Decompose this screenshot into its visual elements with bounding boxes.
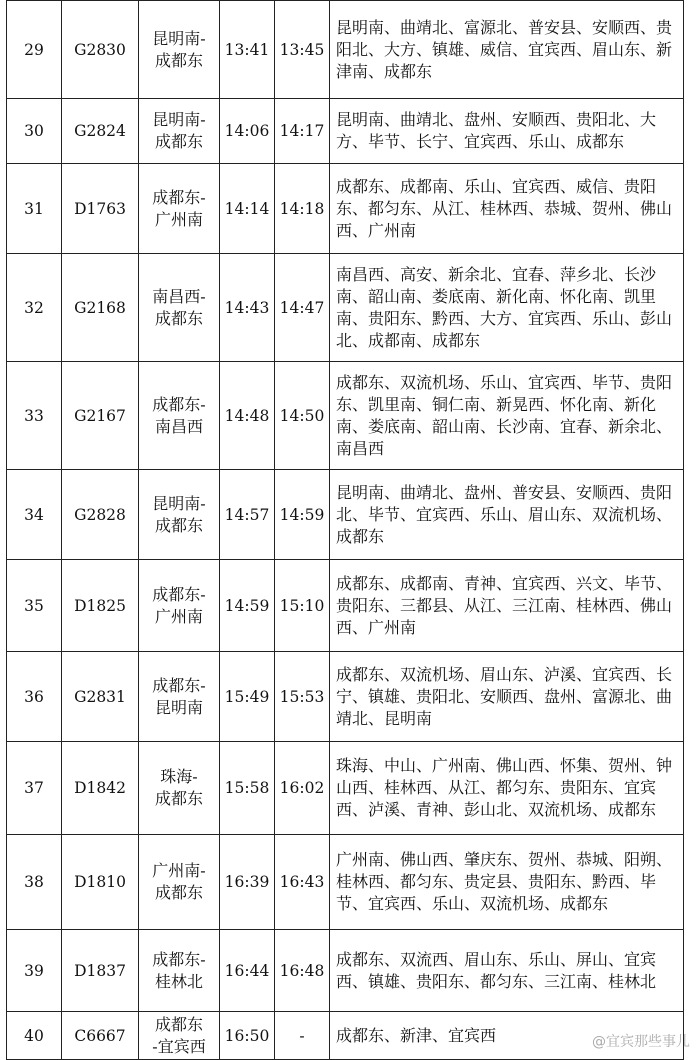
route-line: 成都东- xyxy=(152,675,206,695)
stops-list: 昆明南、曲靖北、盘州、普安县、安顺西、贵阳北、毕节、宜宾西、乐山、眉山东、双流机场、成都东 xyxy=(330,470,684,560)
train-number: D1763 xyxy=(62,164,139,254)
route-line: 南昌西 xyxy=(154,416,203,436)
row-number: 36 xyxy=(7,652,62,742)
table-row xyxy=(7,560,684,652)
arrival-time: 14:59 xyxy=(220,560,275,652)
departure-time: 14:59 xyxy=(275,470,330,560)
arrival-time: 14:14 xyxy=(220,164,275,254)
row-number: 38 xyxy=(7,835,62,930)
train-number: G2830 xyxy=(62,1,139,99)
route-line: 成都东 xyxy=(154,789,203,808)
departure-time: 16:02 xyxy=(275,742,330,835)
row-number: 31 xyxy=(7,164,62,254)
route-line: 昆明南- xyxy=(152,110,206,129)
arrival-time: 14:06 xyxy=(220,99,275,164)
route-line: 广州南- xyxy=(152,861,206,880)
stops-list: 成都东、双流西、眉山东、乐山、屏山、宜宾西、镇雄、贵阳东、都匀东、三江南、桂林北 xyxy=(330,930,684,1012)
arrival-time: 15:58 xyxy=(220,742,275,835)
row-number: 29 xyxy=(7,1,62,99)
departure-time: 14:50 xyxy=(275,362,330,470)
train-number: G2828 xyxy=(62,470,139,560)
row-number: 34 xyxy=(7,470,62,560)
row-number: 30 xyxy=(7,99,62,164)
departure-time: 15:10 xyxy=(275,560,330,652)
row-number: 35 xyxy=(7,560,62,652)
departure-time: - xyxy=(275,1012,330,1060)
route-line: 珠海- xyxy=(160,767,198,786)
table-row xyxy=(7,652,684,742)
stops-list: 成都东、新津、宜宾西 xyxy=(330,1012,684,1060)
route-line: 成都东 xyxy=(154,515,203,535)
route-line: 广州南 xyxy=(154,606,203,626)
route-line: 桂林北 xyxy=(154,971,203,991)
stops-list: 南昌西、高安、新余北、宜春、萍乡北、长沙南、韶山南、娄底南、新化南、怀化南、凯里南、贵阳东、黔西、大方、宜宾西、乐山、彭山北、成都南、成都东 xyxy=(330,254,684,362)
route-line: 昆明南- xyxy=(152,28,206,48)
table-row xyxy=(7,742,684,835)
table-row xyxy=(7,835,684,930)
route-cell xyxy=(139,742,220,835)
route-line: 南昌西- xyxy=(152,286,206,306)
table-row xyxy=(7,164,684,254)
stops-list: 珠海、中山、广州南、佛山西、怀集、贺州、钟山西、桂林西、从江、都匀东、贵阳东、宜宾西、泸溪、青神、彭山北、双流机场、成都东 xyxy=(330,742,684,835)
departure-time: 14:47 xyxy=(275,254,330,362)
arrival-time: 16:50 xyxy=(220,1012,275,1060)
train-number: G2167 xyxy=(62,362,139,470)
route-line: 成都东- xyxy=(152,394,206,414)
row-number: 33 xyxy=(7,362,62,470)
table-row xyxy=(7,254,684,362)
route-line: 成都东 xyxy=(154,883,203,902)
arrival-time: 16:44 xyxy=(220,930,275,1012)
route-line: 昆明南- xyxy=(152,493,206,513)
route-cell xyxy=(139,254,220,362)
route-cell xyxy=(139,164,220,254)
table-row xyxy=(7,930,684,1012)
row-number: 32 xyxy=(7,254,62,362)
stops-list: 成都东、成都南、青神、宜宾西、兴文、毕节、贵阳东、三都县、从江、三江南、桂林西、佛山西、广州南 xyxy=(330,560,684,652)
stops-list: 成都东、双流机场、眉山东、泸溪、宜宾西、长宁、镇雄、贵阳北、安顺西、盘州、富源北、曲靖北、昆明南 xyxy=(330,652,684,742)
route-cell xyxy=(139,1,220,99)
arrival-time: 15:49 xyxy=(220,652,275,742)
route-cell xyxy=(139,560,220,652)
route-cell xyxy=(139,930,220,1012)
arrival-time: 14:57 xyxy=(220,470,275,560)
route-line: 成都东 xyxy=(154,50,203,70)
route-cell xyxy=(139,470,220,560)
arrival-time: 13:41 xyxy=(220,1,275,99)
stops-list: 成都东、双流机场、乐山、宜宾西、毕节、贵阳东、凯里南、铜仁南、新晃西、怀化南、新化南、娄底南、韶山南、长沙南、宜春、新余北、南昌西 xyxy=(330,362,684,470)
departure-time: 14:17 xyxy=(275,99,330,164)
departure-time: 15:53 xyxy=(275,652,330,742)
stops-list: 昆明南、曲靖北、盘州、安顺西、贵阳北、大方、毕节、长宁、宜宾西、乐山、成都东 xyxy=(330,99,684,164)
table-row xyxy=(7,1012,684,1060)
route-cell xyxy=(139,1012,220,1060)
train-schedule-table xyxy=(6,0,684,1060)
table-row xyxy=(7,362,684,470)
train-number: D1810 xyxy=(62,835,139,930)
route-line: 成都东- xyxy=(152,584,206,604)
route-line: 成都东 xyxy=(154,308,203,328)
arrival-time: 16:39 xyxy=(220,835,275,930)
table-row xyxy=(7,99,684,164)
route-cell xyxy=(139,835,220,930)
stops-list: 广州南、佛山西、肇庆东、贺州、恭城、阳朔、桂林西、都匀东、贵定县、贵阳东、黔西、毕节、宜宾西、乐山、双流机场、成都东 xyxy=(330,835,684,930)
watermark: @宜宾那些事儿 xyxy=(592,1034,690,1050)
route-line: 广州南 xyxy=(154,209,203,229)
train-number: D1837 xyxy=(62,930,139,1012)
train-number: G2824 xyxy=(62,99,139,164)
table-row xyxy=(7,1,684,99)
table-row xyxy=(7,470,684,560)
train-number: G2831 xyxy=(62,652,139,742)
arrival-time: 14:48 xyxy=(220,362,275,470)
route-line: 成都东 xyxy=(154,1014,203,1034)
arrival-time: 14:43 xyxy=(220,254,275,362)
stops-list: 昆明南、曲靖北、富源北、普安县、安顺西、贵阳北、大方、镇雄、威信、宜宾西、眉山东、新津南、成都东 xyxy=(330,1,684,99)
stops-list: 成都东、成都南、乐山、宜宾西、威信、贵阳东、都匀东、从江、桂林西、恭城、贺州、佛山西、广州南 xyxy=(330,164,684,254)
departure-time: 14:18 xyxy=(275,164,330,254)
route-line: 成都东- xyxy=(152,949,206,969)
route-cell xyxy=(139,99,220,164)
departure-time: 13:45 xyxy=(275,1,330,99)
route-cell xyxy=(139,652,220,742)
route-line: -宜宾西 xyxy=(152,1036,206,1056)
route-line: 成都东 xyxy=(154,132,203,151)
row-number: 37 xyxy=(7,742,62,835)
train-number: D1842 xyxy=(62,742,139,835)
row-number: 40 xyxy=(7,1012,62,1060)
departure-time: 16:48 xyxy=(275,930,330,1012)
route-cell xyxy=(139,362,220,470)
route-line: 成都东- xyxy=(152,187,206,207)
route-line: 昆明南 xyxy=(154,697,203,717)
train-number: C6667 xyxy=(62,1012,139,1060)
row-number: 39 xyxy=(7,930,62,1012)
train-number: D1825 xyxy=(62,560,139,652)
train-number: G2168 xyxy=(62,254,139,362)
departure-time: 16:43 xyxy=(275,835,330,930)
